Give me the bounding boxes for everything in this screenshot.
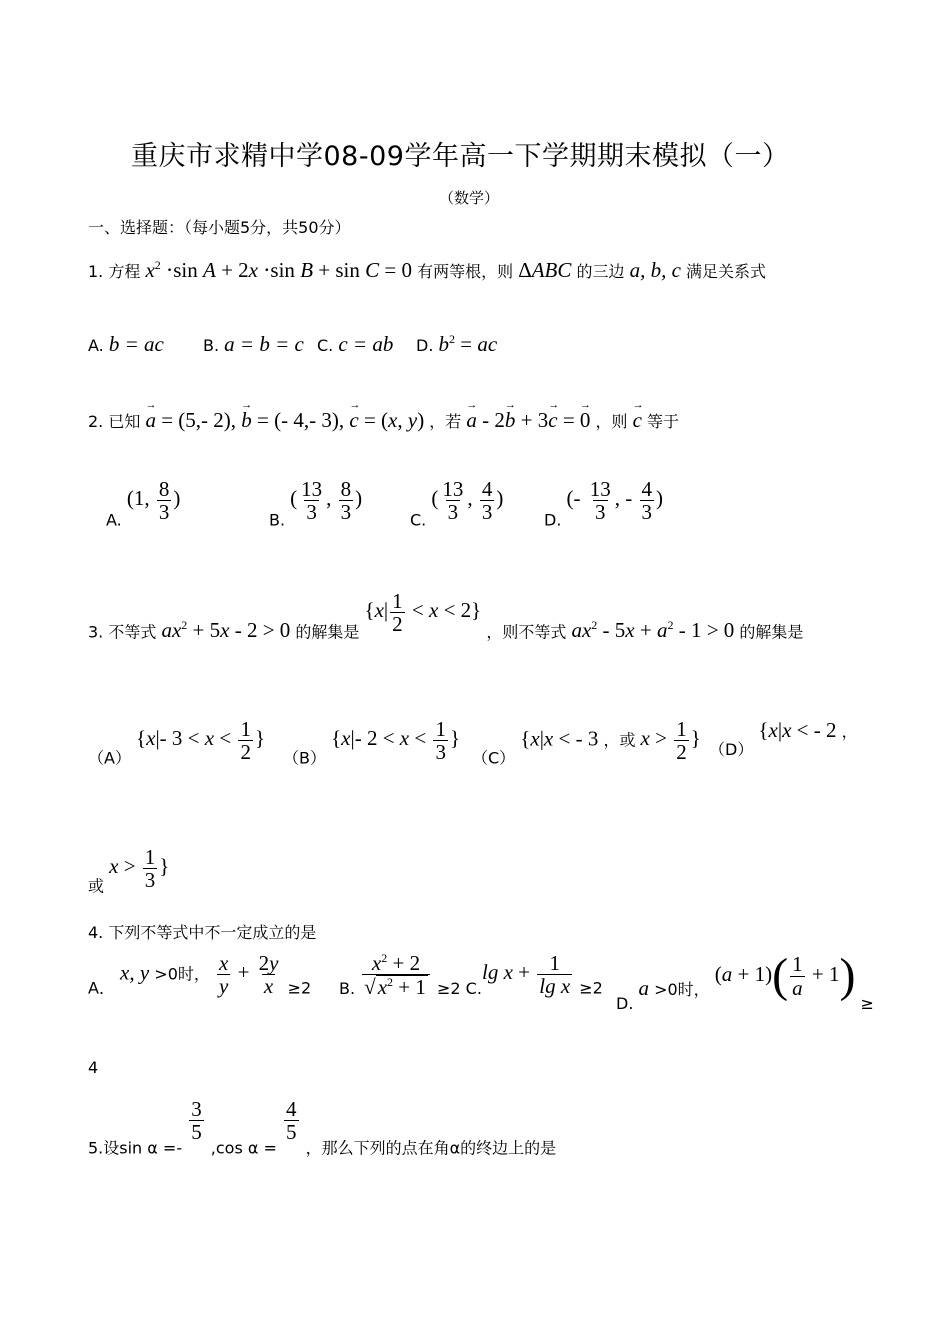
q1-option-c[interactable] <box>317 332 393 357</box>
option-label: A. <box>88 336 104 355</box>
option-label: B. <box>269 510 286 530</box>
q3-suffix: 的解集是 <box>739 622 804 642</box>
option-label: D. <box>416 336 434 355</box>
q1-sides: a, b, c <box>629 258 681 282</box>
option-condition: >0时， <box>654 979 710 999</box>
q3-option-b[interactable] <box>283 718 460 768</box>
q4-option-a[interactable] <box>88 952 311 998</box>
option-expression: {x|x < - 3 <box>520 726 599 751</box>
option-label: C. <box>465 978 482 998</box>
q2-option-b[interactable] <box>269 478 362 529</box>
option-expression: ( $\frac{13}{3}$ , $\frac{8}{3}$ ) <box>290 477 363 525</box>
q2-c: → c <box>633 408 642 433</box>
page-subtitle: （数学） <box>439 189 500 207</box>
option-label: D. <box>544 510 562 530</box>
option-expression: $b^2$ = ac <box>438 332 498 356</box>
q1-option-a[interactable] <box>88 332 164 357</box>
q3-inequality-2: $ax^2 - 5x + a^2 - 1 > 0$ <box>571 618 735 643</box>
option-or: 或 <box>88 876 105 896</box>
question-1 <box>88 258 766 283</box>
option-expression-2: x > $\frac{1}{3}$ } <box>109 845 170 893</box>
option-label: （D） <box>709 740 754 759</box>
option-expression-2: x > $\frac{1}{2}$ } <box>640 717 701 765</box>
q2-mid: ，若 <box>429 412 462 431</box>
q1-option-d[interactable] <box>416 332 497 357</box>
option-vars: x, y <box>120 960 150 985</box>
q5-cos-value: $\frac{4}{5}$ <box>286 1097 297 1145</box>
option-label: C. <box>410 510 427 530</box>
q1-option-b[interactable] <box>203 332 304 357</box>
option-expression: $\frac{x^2 + 2}{√x^2 + 1}$ <box>360 961 432 985</box>
option-expression: $\frac{x}{y}$ + $\frac{2y}{x}$ <box>218 951 279 999</box>
q1-mid: 有两等根，则 <box>417 262 514 281</box>
q2-option-c[interactable] <box>410 478 503 529</box>
option-label: D. <box>616 993 634 1013</box>
q1-equation: $x^2 \cdot\sin$ A + 2x ⋅sin B + sin C = 0 <box>145 258 412 282</box>
q1-triangle: ΔABC <box>518 258 572 282</box>
page-title: 重庆市求精中学08-09学年高一下学期期末模拟（一） <box>131 141 790 172</box>
option-expression: {x|- 3 < x < $\frac{1}{2}$ } <box>136 717 266 765</box>
option-expression: c = ab <box>338 332 394 356</box>
option-expression: (a + 1)( $\frac{1}{a}$ + 1) <box>714 949 856 1002</box>
q3-inequality: $ax^2 + 5x - 2 > 0$ <box>161 618 291 643</box>
q1-suffix: 满足关系式 <box>686 262 767 281</box>
option-geq: ≥2 <box>436 978 461 998</box>
q3-option-c[interactable] <box>472 718 701 768</box>
q5-sin-value: $\frac{3}{5}$ <box>191 1097 202 1145</box>
question-5 <box>88 1098 556 1158</box>
question-3 <box>88 590 803 643</box>
option-expression: (- $\frac{13}{3}$ , - $\frac{4}{3}$ ) <box>566 477 663 525</box>
q3-prefix: 3. 不等式 <box>88 622 157 642</box>
option-geq: ≥ <box>860 993 874 1013</box>
q1-prefix: 1. 方程 <box>88 262 141 281</box>
q2-vectors: → a = (5,- 2), → b = (- 4,- 3), → c = (x, y) <box>145 408 424 432</box>
option-expression: {x|- 2 < x < $\frac{1}{3}$ } <box>331 717 461 765</box>
option-expression: lg x + $\frac{1}{\text{lg x}}$ <box>482 951 571 999</box>
q2-suffix: 等于 <box>647 412 680 431</box>
option-label: C. <box>317 336 334 355</box>
option-label: （A） <box>88 748 131 768</box>
option-label: A． <box>88 978 115 998</box>
q5-suffix: ，那么下列的点在角α的终边上的是 <box>305 1138 557 1158</box>
option-geq: ≥2 <box>287 978 312 998</box>
q2-option-d[interactable] <box>544 478 663 529</box>
section-heading: 一、选择题：（每小题5分，共50分） <box>88 218 351 237</box>
q3-option-d-cont <box>88 846 169 896</box>
q5-prefix: 5.设sin α =- <box>88 1138 183 1158</box>
q4-option-b[interactable] <box>339 952 482 998</box>
q4-option-d-rhs: 4 <box>88 1058 99 1077</box>
option-geq: ≥2 <box>579 978 603 998</box>
q4-option-c[interactable] <box>482 952 603 997</box>
q3-option-a[interactable] <box>88 718 265 768</box>
option-label: （B） <box>283 748 326 768</box>
option-label: A. <box>106 510 122 530</box>
option-expression: b = ac <box>108 332 164 356</box>
q3-mid: 的解集是 <box>295 622 360 642</box>
option-expression: ( $\frac{13}{3}$ , $\frac{4}{3}$ ) <box>431 477 504 525</box>
q5-cos: ,cos α = <box>210 1138 277 1158</box>
option-label: B. <box>339 978 356 998</box>
q4-option-d[interactable] <box>616 949 874 1013</box>
q3-mid2: ，则不等式 <box>486 622 567 642</box>
option-comma: ， <box>841 722 858 741</box>
q3-solution-set: {x| $\frac{1}{2}$ < x < 2} <box>364 589 482 637</box>
question-4: 4. 下列不等式中不一定成立的是 <box>88 923 317 942</box>
option-expression: (1, $\frac{8}{3}$ ) <box>126 477 181 525</box>
option-label: （C） <box>472 748 516 768</box>
q3-option-d[interactable] <box>709 718 858 760</box>
q2-prefix: 2. 已知 <box>88 412 141 431</box>
question-2 <box>88 408 679 433</box>
option-expression: {x|x < - 2 <box>758 718 837 742</box>
option-label: B. <box>203 336 220 355</box>
option-vars: a <box>638 975 649 1000</box>
q2-option-a[interactable] <box>106 478 180 529</box>
q2-condition: → a - 2→ b + 3→ c = → 0 <box>466 408 590 432</box>
option-expression: a = b = c <box>224 332 304 356</box>
q2-mid2: ，则 <box>595 412 628 431</box>
option-condition: >0时， <box>154 964 210 984</box>
option-or: ，或 <box>603 730 636 750</box>
q1-mid2: 的三边 <box>576 262 625 281</box>
